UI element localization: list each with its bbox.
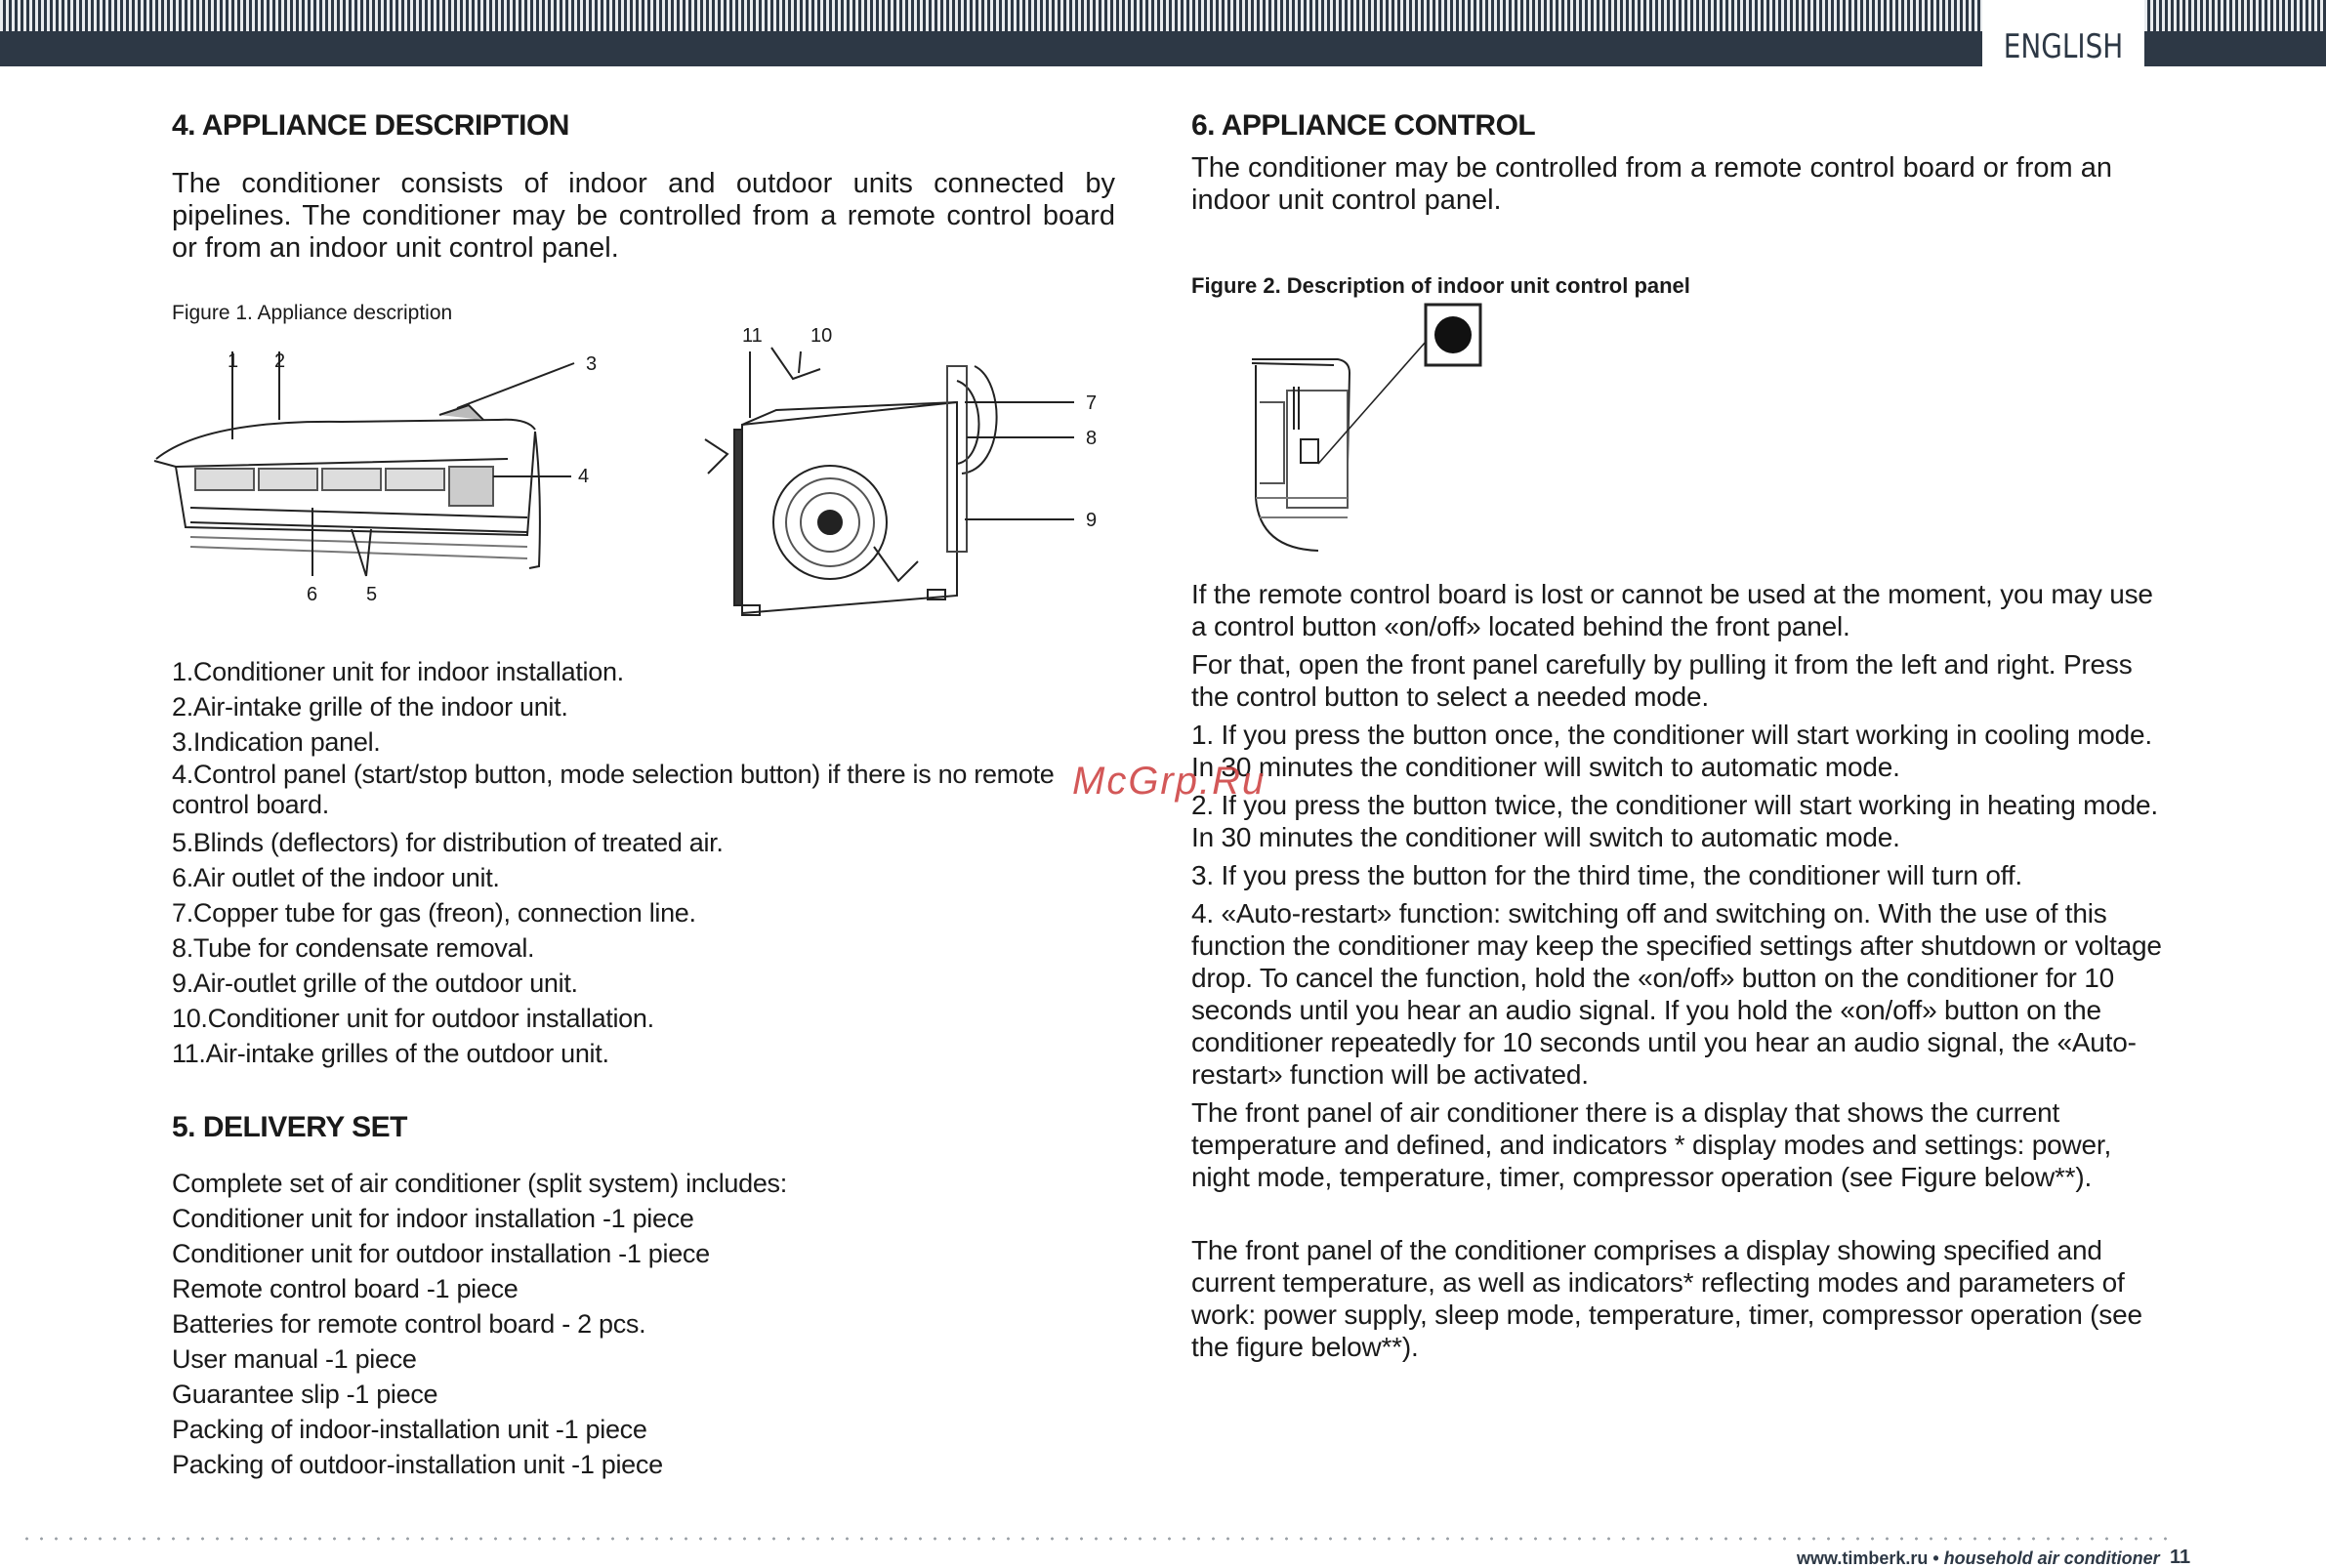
callout-3: 3	[586, 353, 598, 375]
list-item: 2.Air-intake grille of the indoor unit.	[172, 692, 568, 722]
control-instructions	[1191, 578, 2168, 1369]
callout-5: 5	[366, 584, 378, 605]
list-item: 4.Control panel (start/stop button, mode selection button) if there is no remote control board.	[172, 760, 1055, 819]
list-item: 3.Indication panel.	[172, 727, 381, 757]
paragraph: 3. If you press the button for the third time, the conditioner will turn off.	[1191, 860, 2022, 890]
list-item: 5.Blinds (deflectors) for distribution of treated air.	[172, 828, 724, 857]
delivery-item: Remote control board -1 piece	[172, 1274, 519, 1303]
delivery-item: Conditioner unit for indoor installation -1 piece	[172, 1204, 694, 1233]
delivery-item: User manual -1 piece	[172, 1344, 417, 1374]
list-item: 11.Air-intake grilles of the outdoor unit.	[172, 1039, 609, 1068]
callout-7: 7	[1086, 392, 1098, 414]
list-item: 9.Air-outlet grille of the outdoor unit.	[172, 969, 578, 998]
delivery-set-section	[172, 1111, 1051, 1482]
callout-11: 11	[742, 325, 763, 347]
callout-1: 1	[228, 351, 239, 372]
footer-url-link[interactable]: www.timberk.ru	[1797, 1548, 1929, 1568]
page-number: 11	[2170, 1547, 2191, 1568]
delivery-item: Conditioner unit for outdoor installation -1 piece	[172, 1239, 710, 1268]
paragraph: 2. If you press the button twice, the conditioner will start working in heating mode. In 30 minutes the conditioner will switch to automatic mode.	[1191, 790, 2158, 852]
paragraph: If the remote control board is lost or cannot be used at the moment, you may use a control button «on/off» located behind the front panel.	[1191, 579, 2153, 641]
language-tab	[1982, 0, 2144, 70]
right-column	[1191, 109, 2168, 299]
callout-9: 9	[1086, 510, 1098, 531]
delivery-item: Batteries for remote control board - 2 pcs.	[172, 1309, 646, 1339]
figure-2-caption: Figure 2. Description of indoor unit control panel	[1191, 273, 1690, 298]
paragraph: The front panel of air conditioner there is a display that shows the current temperature and defined, and indicators * display modes and settings: power, night mode, temperature, timer, compressor operation (see Figure below**).	[1191, 1097, 2112, 1192]
component-list	[172, 654, 1148, 1071]
header-stripes-left	[0, 0, 1982, 31]
callout-8: 8	[1086, 428, 1098, 449]
delivery-item: Complete set of air conditioner (split system) includes:	[172, 1169, 787, 1198]
figure-2-control-panel-diagram	[1240, 293, 1562, 561]
final-paragraph: The front panel of the conditioner comprises a display showing specified and current temperature, as well as indicators* reflecting modes and parameters of work: power supply, sleep mode, temperature, timer, compressor operation (see the figure below**).	[1191, 1235, 2142, 1362]
delivery-item: Guarantee slip -1 piece	[172, 1380, 438, 1409]
list-item: 7.Copper tube for gas (freon), connection line.	[172, 898, 696, 928]
callout-6: 6	[307, 584, 318, 605]
list-item: 1.Conditioner unit for indoor installation.	[172, 657, 624, 686]
left-column	[172, 109, 1115, 325]
page-footer	[1797, 1548, 2326, 1568]
header-stripes-right	[2144, 0, 2326, 31]
list-item: 6.Air outlet of the indoor unit.	[172, 863, 500, 892]
footer-separator: •	[1928, 1548, 1944, 1568]
figure-1-caption: Figure 1. Appliance description	[172, 302, 453, 324]
delivery-item: Packing of outdoor-installation unit -1 piece	[172, 1450, 663, 1479]
footer-divider	[20, 1537, 2168, 1541]
footer-text	[1797, 1548, 2160, 1568]
section-4-intro: The conditioner consists of indoor and outdoor units connected by pipelines. The conditioner may be controlled from a remote control board or from an indoor unit control panel.	[172, 168, 1115, 264]
section-4-title: 4. APPLIANCE DESCRIPTION	[172, 109, 569, 142]
watermark: McGrp.Ru	[1072, 760, 1267, 803]
outdoor-unit-illustration	[705, 348, 997, 615]
paragraph: 4. «Auto-restart» function: switching off and switching on. With the use of this function the conditioner may keep the specified settings after shutdown or voltage drop. To cancel the function, hold the «on/off» button on the conditioner for 10 seconds until you hear an audio signal. If you hold the «on/off» button on the conditioner repeatedly for 10 seconds until you hear an audio signal, the «Auto-restart» function will be activated.	[1191, 898, 2162, 1090]
indoor-unit-illustration	[154, 405, 540, 568]
callout-4: 4	[578, 466, 590, 487]
list-item: 8.Tube for condensate removal.	[172, 933, 535, 963]
callout-2: 2	[274, 351, 286, 372]
callout-10: 10	[810, 325, 833, 347]
section-5-title: 5. DELIVERY SET	[172, 1111, 407, 1143]
language-label: ENGLISH	[2003, 27, 2124, 66]
delivery-item: Packing of indoor-installation unit -1 piece	[172, 1415, 647, 1444]
section-6-intro: The conditioner may be controlled from a remote control board or from an indoor unit control panel.	[1191, 152, 2112, 216]
paragraph: 1. If you press the button once, the conditioner will start working in cooling mode. In 30 minutes the conditioner will switch to automatic mode.	[1191, 720, 2152, 782]
paragraph: For that, open the front panel carefully by pulling it from the left and right. Press the control button to select a needed mode.	[1191, 649, 2133, 712]
list-item: 10.Conditioner unit for outdoor installation.	[172, 1004, 654, 1033]
section-6-title: 6. APPLIANCE CONTROL	[1191, 109, 1536, 142]
page-header	[0, 0, 2326, 66]
figure-1-appliance-diagram	[146, 312, 1113, 625]
footer-tagline: household air conditioner	[1943, 1548, 2160, 1568]
